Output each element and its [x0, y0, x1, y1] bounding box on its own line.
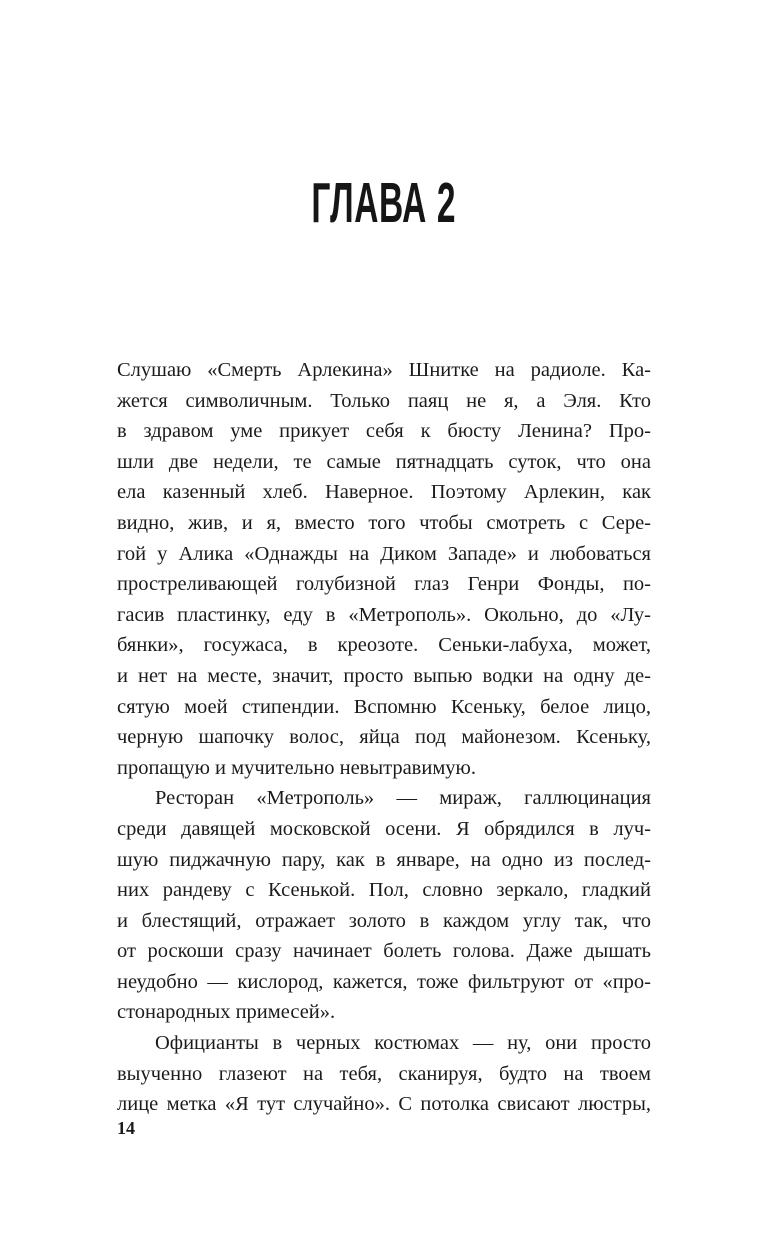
text-line: неудобно — кислород, кажется, тоже фильтруют от «про-	[117, 970, 651, 993]
text-line: среди давящей московской осени. Я обрядился в луч-	[117, 817, 651, 840]
paragraph	[117, 783, 651, 1028]
text-line: них рандеву с Ксенькой. Пол, словно зеркало, гладкий	[117, 879, 651, 902]
text-line: Слушаю «Смерть Арлекина» Шнитке на радиоле. Ка-	[117, 359, 651, 381]
text-line: пропащую и мучительно невытравимую.	[117, 756, 476, 779]
text-line: гасив пластинку, еду в «Метрополь». Окольно, до «Лу-	[117, 603, 651, 626]
chapter-title-text: ГЛАВА 2	[311, 171, 457, 235]
text-line: видно, жив, и я, вместо того чтобы смотреть с Сере-	[117, 511, 651, 534]
text-line: шли две недели, те самые пятнадцать суток, что она	[117, 450, 651, 473]
text-line: Ресторан «Метрополь» — мираж, галлюцинация	[155, 787, 651, 810]
text-line: шую пиджачную пару, как в январе, на одно из послед-	[117, 848, 651, 871]
body-text	[117, 355, 651, 1120]
paragraph	[117, 1028, 651, 1120]
page-number: 14	[117, 1118, 135, 1138]
text-line: стонародных примесей».	[117, 1001, 336, 1024]
text-line: и нет на месте, значит, просто выпью водки на одну де-	[117, 664, 651, 687]
paragraph	[117, 355, 651, 783]
chapter-title	[0, 171, 768, 235]
text-line: и блестящий, отражает золото в каждом углу так, что	[117, 909, 651, 932]
text-line: гой у Алика «Однажды на Диком Западе» и любоваться	[117, 542, 651, 565]
text-line: сятую моей стипендии. Вспомню Ксеньку, белое лицо,	[117, 695, 651, 718]
text-line: черную шапочку волос, яйца под майонезом. Ксеньку,	[117, 726, 651, 749]
text-line: выученно глазеют на тебя, сканируя, будто на твоем	[117, 1062, 651, 1085]
text-line: в здравом уме прикует себя к бюсту Ленина? Про-	[117, 420, 651, 443]
text-line: жется символичным. Только паяц не я, а Эля. Кто	[117, 389, 651, 412]
text-line: простреливающей голубизной глаз Генри Фонды, по-	[117, 573, 651, 596]
text-line: бянки», госужаса, в креозоте. Сеньки-лабуха, может,	[117, 634, 651, 657]
text-line: Официанты в черных костюмах — ну, они просто	[155, 1032, 651, 1055]
text-line: лице метка «Я тут случайно». С потолка свисают люстры,	[117, 1093, 651, 1116]
text-line: ела казенный хлеб. Наверное. Поэтому Арлекин, как	[117, 481, 651, 504]
text-line: от роскоши сразу начинает болеть голова. Даже дышать	[117, 940, 651, 963]
